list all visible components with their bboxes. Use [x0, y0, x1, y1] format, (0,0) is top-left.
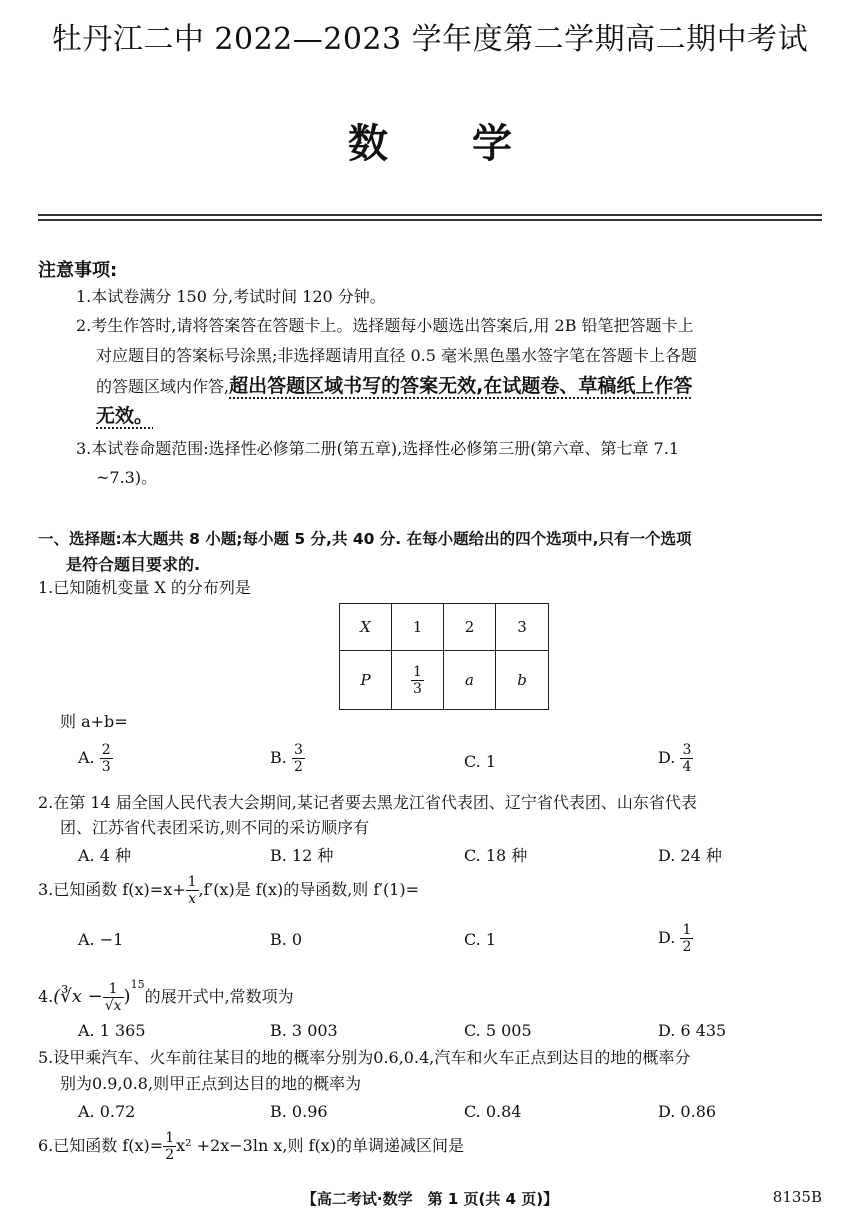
q5-line-2: 别为0.9,0.8,则甲正点到达目的地的概率为 [60, 1074, 362, 1093]
q1-option-a [78, 742, 113, 775]
q1-option-b [270, 742, 305, 775]
fraction-numerator: 3 [293, 742, 303, 758]
notice-item-1: 1.本试卷满分 150 分,考试时间 120 分钟。 [76, 287, 386, 306]
section-1-header [38, 526, 828, 578]
q5-option-b: B. 0.96 [270, 1102, 328, 1121]
q6-stem-pre: 6.已知函数 f(x)= [38, 1136, 164, 1155]
fraction-denominator: 3 [413, 680, 422, 697]
q4-stem [38, 970, 294, 1014]
fraction-numerator: 1 [413, 663, 422, 680]
fraction [411, 664, 424, 697]
fraction [680, 742, 693, 775]
q3-stem [38, 874, 419, 907]
notice-emphasis: 超出答题区域书写的答案无效,在试题卷、草稿纸上作答 [229, 375, 693, 397]
table-cell-p: P [340, 651, 392, 710]
notice-emphasis-end: 无效。 [96, 405, 154, 427]
table-cell: b [496, 651, 549, 710]
q4-exponent: 15 [130, 978, 145, 991]
table-cell: 2 [444, 604, 496, 651]
q3-option-a: A. −1 [78, 930, 124, 949]
q4-option-c: C. 5 005 [464, 1021, 532, 1040]
table-cell: a [444, 651, 496, 710]
q6-stem [38, 1130, 464, 1163]
table-cell: 3 [496, 604, 549, 651]
option-label: D. [658, 928, 676, 947]
option-label: A. [78, 748, 95, 767]
q3-option-b: B. 0 [270, 930, 303, 949]
fraction-numerator: 2 [101, 742, 111, 758]
q5-option-c: C. 0.84 [464, 1102, 522, 1121]
option-label: D. [658, 748, 676, 767]
q3-option-d [658, 922, 693, 955]
q4-expr-open: (∛x − [53, 986, 103, 1007]
fraction-denominator: 2 [293, 759, 303, 775]
subject-title [0, 112, 860, 169]
fraction-numerator: 3 [682, 742, 692, 758]
notice-item-2-line-3 [96, 376, 692, 397]
fraction-denominator: √x [104, 998, 122, 1014]
fraction-denominator: 2 [165, 1147, 175, 1163]
fraction-denominator: 2 [682, 939, 692, 955]
q2-option-b: B. 12 种 [270, 846, 334, 865]
fraction [292, 742, 305, 775]
fraction-numerator: 1 [187, 874, 197, 890]
fraction [680, 922, 693, 955]
notice-item-3-line-1: 3.本试卷命题范围:选择性必修第二册(第五章),选择性必修第三册(第六章、第七章 7.1 [76, 439, 680, 458]
q2-line-2: 团、江苏省代表团采访,则不同的采访顺序有 [60, 818, 370, 837]
q1-distribution-table [339, 603, 549, 710]
subject-char-1: 数 [348, 121, 388, 167]
q4-number: 4. [38, 987, 54, 1006]
q4-option-b: B. 3 003 [270, 1021, 338, 1040]
section-1-line-1: 一、选择题:本大题共 8 小题;每小题 5 分,共 40 分. 在每小题给出的四个选项中,只有一个选项 [38, 530, 692, 548]
fraction-denominator: x [188, 891, 197, 907]
q3-option-c: C. 1 [464, 930, 497, 949]
notice-item-2-line-1: 2.考生作答时,请将答案答在答题卡上。选择题每小题选出答案后,用 2B 铅笔把答题卡上 [76, 316, 694, 335]
table-cell [392, 651, 444, 710]
fraction-numerator: 1 [165, 1130, 175, 1146]
section-1-line-2: 是符合题目要求的. [66, 555, 201, 574]
q3-stem-post: ,f′(x)是 f(x)的导函数,则 f′(1)= [198, 880, 420, 899]
subject-char-2: 学 [472, 121, 512, 167]
fraction-numerator: 1 [103, 981, 124, 998]
table-row [340, 604, 549, 651]
q2-option-c: C. 18 种 [464, 846, 528, 865]
q6-stem-post: x² +2x−3ln x,则 f(x)的单调递减区间是 [176, 1136, 464, 1155]
option-label: B. [270, 748, 287, 767]
q4-stem-post: 的展开式中,常数项为 [144, 987, 294, 1006]
header-rule-bottom [38, 219, 822, 221]
header-rule-top [38, 214, 822, 216]
q1-option-d [658, 742, 693, 775]
fraction-denominator: 3 [101, 759, 111, 775]
table-row [340, 651, 549, 710]
table-cell: 1 [392, 604, 444, 651]
table-cell-x: X [340, 604, 392, 651]
q5-option-d: D. 0.86 [658, 1102, 717, 1121]
q1-option-c: C. 1 [464, 752, 497, 771]
notice-item-2-line-3-text: 的答题区域内作答, [96, 377, 230, 396]
fraction [186, 874, 199, 907]
q3-stem-pre: 3.已知函数 f(x)=x+ [38, 880, 186, 899]
q4-expr-close: ) [123, 986, 131, 1007]
q1-ask: 则 a+b= [60, 712, 128, 731]
q4-option-a: A. 1 365 [78, 1021, 146, 1040]
q4-option-d: D. 6 435 [658, 1021, 727, 1040]
q2-line-1: 2.在第 14 届全国人民代表大会期间,某记者要去黑龙江省代表团、辽宁省代表团、山东省代表 [38, 793, 697, 812]
q2-option-a: A. 4 种 [78, 846, 131, 865]
notice-heading: 注意事项: [38, 260, 118, 281]
page-footer [0, 1188, 860, 1209]
q1-stem: 1.已知随机变量 X 的分布列是 [38, 578, 251, 597]
fraction-denominator: 4 [682, 759, 692, 775]
fraction [100, 742, 113, 775]
q5-option-a: A. 0.72 [78, 1102, 136, 1121]
notice-item-2-line-2: 对应题目的答案标号涂黑;非选择题请用直径 0.5 毫米黑色墨水签字笔在答题卡上各题 [96, 346, 698, 365]
q5-line-1: 5.设甲乘汽车、火车前往某目的地的概率分别为0.6,0.4,汽车和火车正点到达目的地的概率分 [38, 1048, 691, 1067]
fraction [103, 981, 124, 1014]
notice-item-3-line-2: ~7.3)。 [96, 468, 158, 487]
q2-option-d: D. 24 种 [658, 846, 722, 865]
paper-code: 8135B [772, 1188, 822, 1206]
fraction-numerator: 1 [682, 922, 692, 938]
exam-title: 牡丹江二中 2022—2023 学年度第二学期高二期中考试 [51, 22, 809, 57]
fraction [163, 1130, 176, 1163]
footer-text: 【高二考试·数学 第 1 页(共 4 页)】 [301, 1190, 559, 1208]
notice-item-2-line-4 [96, 406, 153, 427]
